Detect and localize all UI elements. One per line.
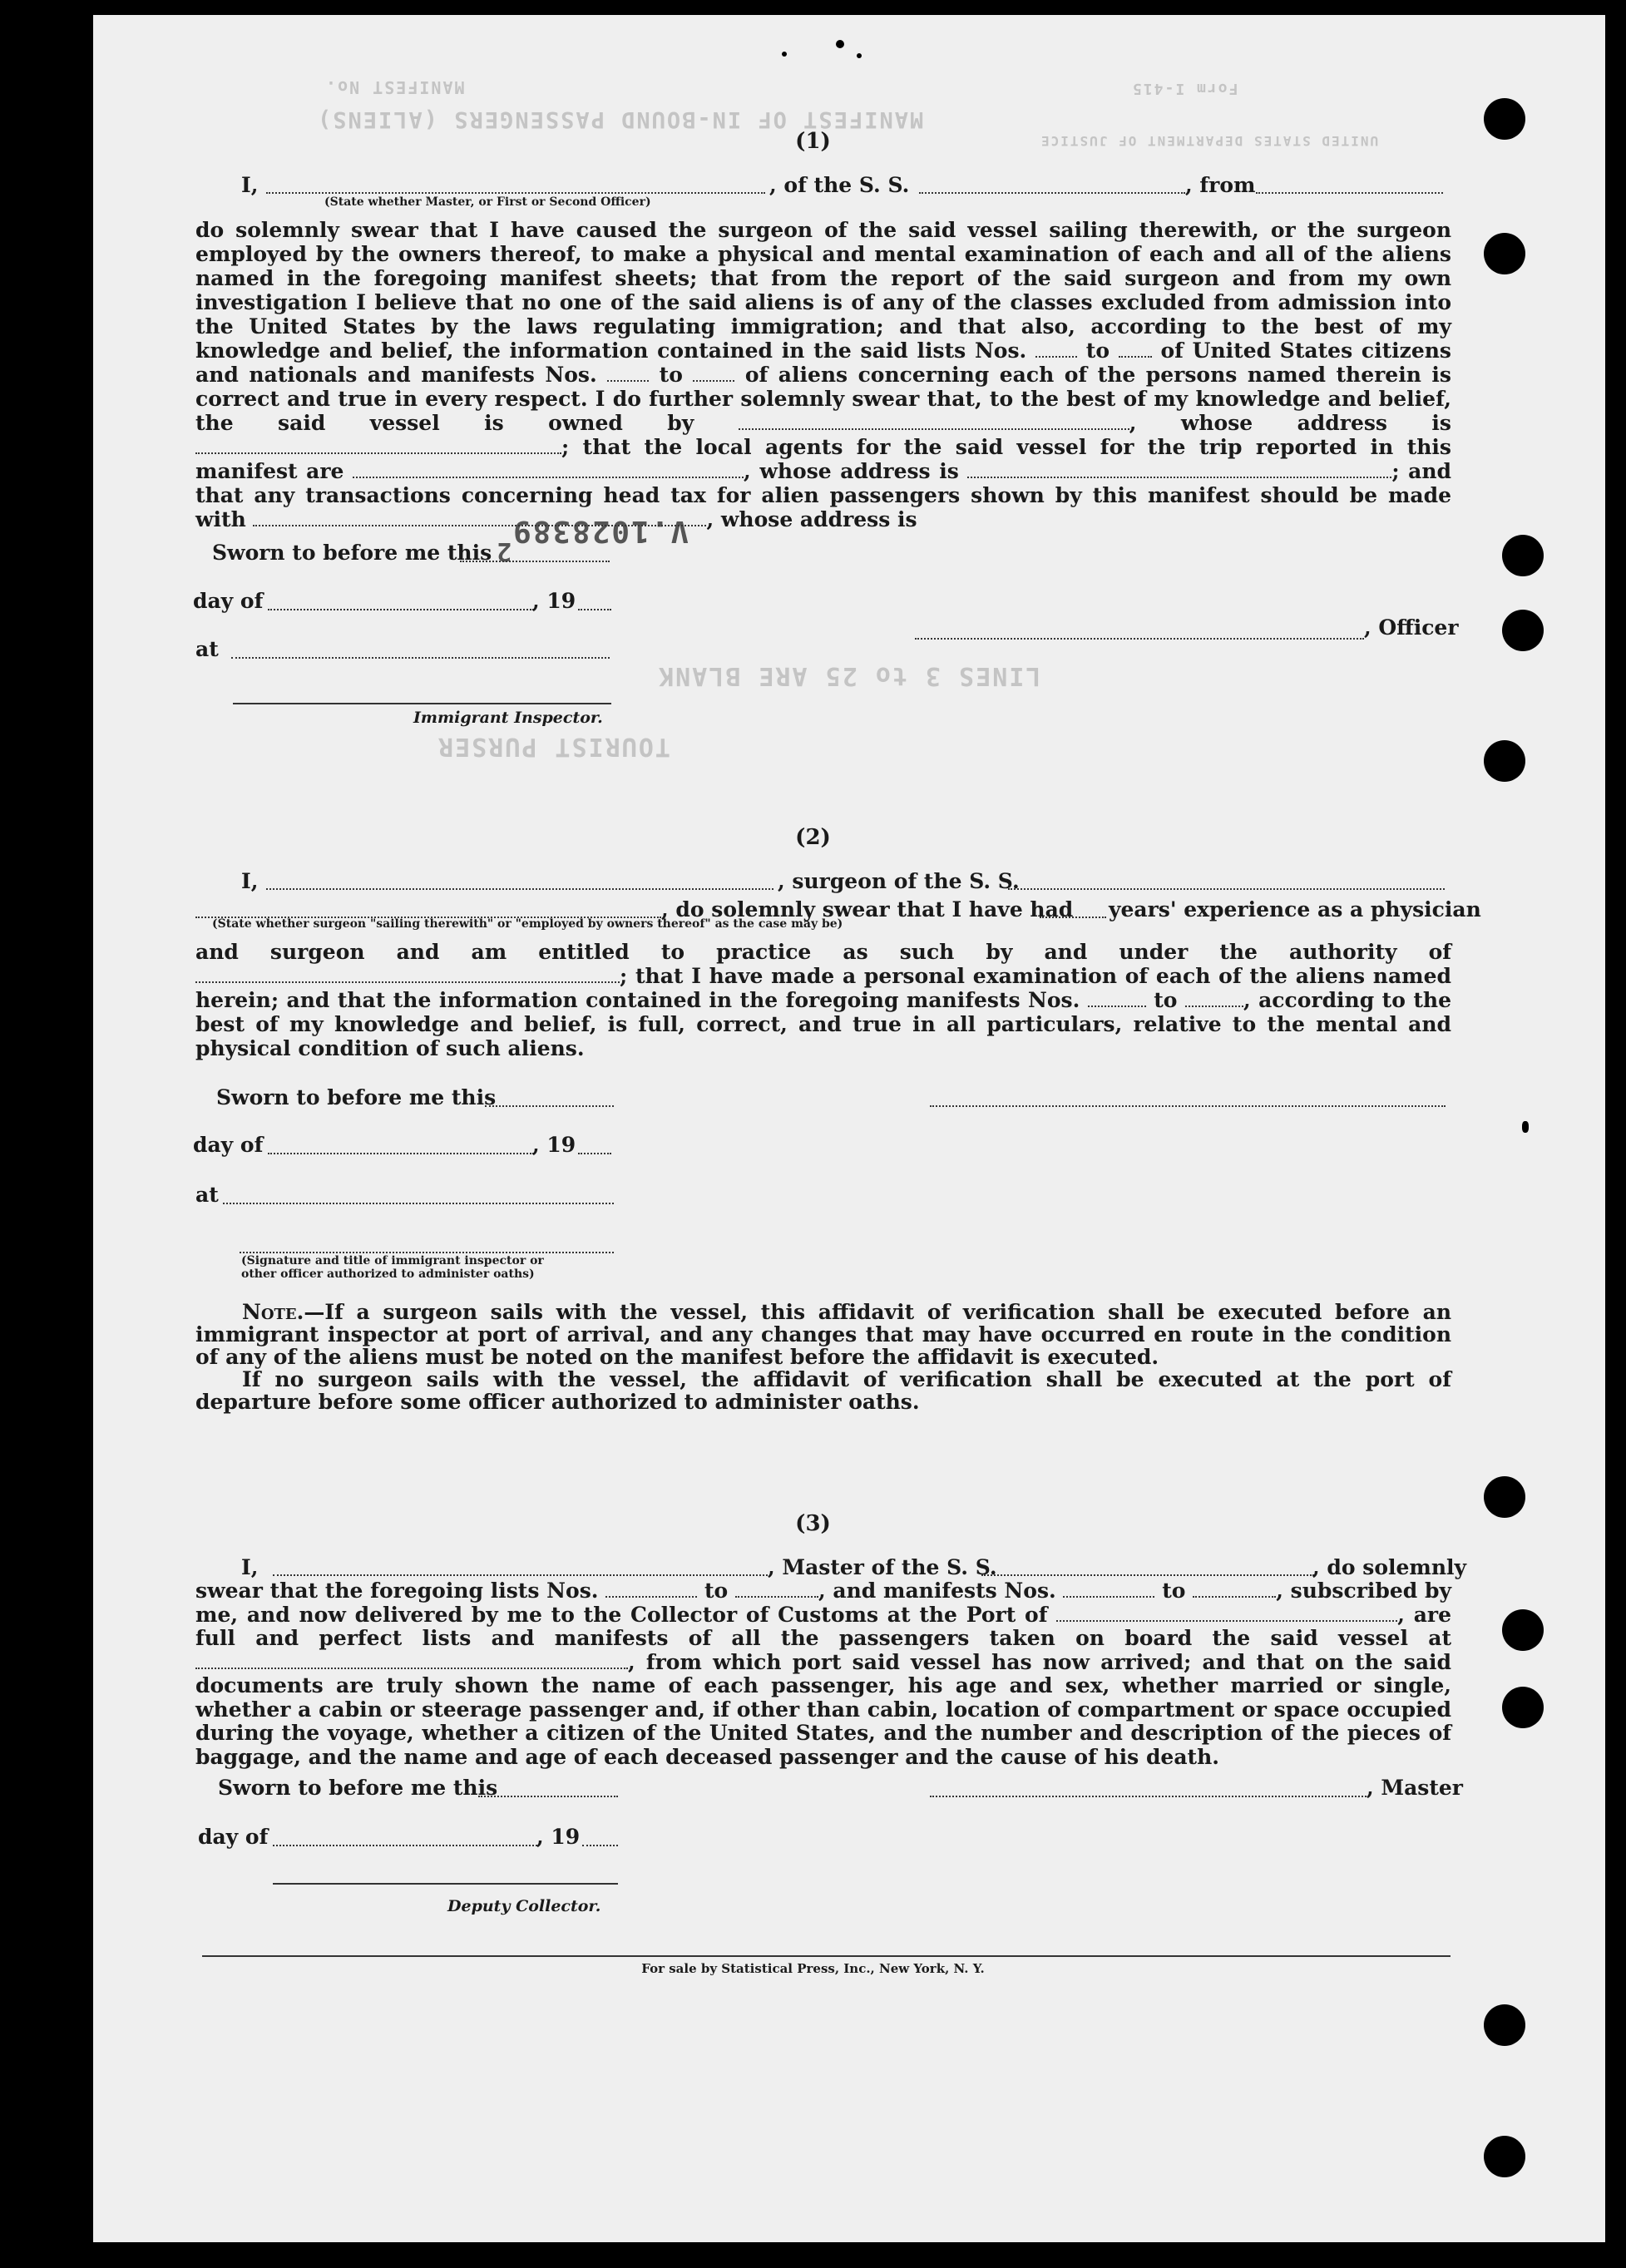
faded-dept: UNITED STATES DEPARTMENT OF JUSTICE — [1040, 133, 1379, 149]
bottom-rule — [202, 1955, 1451, 1957]
inspector-signature-line — [233, 703, 611, 704]
faded-manifest-no: MANIFEST No. — [324, 77, 465, 97]
section-2-day-of: day of — [193, 1133, 264, 1157]
surgeon-signature-field[interactable] — [930, 1090, 1446, 1107]
faded-lines-blank: LINES 3 to 25 ARE BLANK — [657, 661, 1041, 690]
punch-hole — [1484, 740, 1525, 782]
section-3-day-field[interactable] — [273, 1829, 537, 1846]
note-label: Note. — [242, 1300, 304, 1324]
punch-hole — [1484, 233, 1525, 274]
section-3-to-2: to — [1162, 1579, 1186, 1603]
section-1-text-2: of United States citizens and nationals and manifests Nos. — [195, 338, 1451, 387]
section-1-day-of: day of — [193, 589, 264, 613]
section-1-to-1: to — [1085, 338, 1110, 363]
section-3-text-4: , are full and perfect lists and manifests of all the passengers taken on board the said vessel at — [195, 1602, 1451, 1650]
printer-footer: For sale by Statistical Press, Inc., New York, N. Y. — [641, 1961, 985, 1976]
signature-caption-1: (Signature and title of immigrant inspector or — [241, 1254, 544, 1267]
lists-to-field[interactable] — [1119, 340, 1152, 358]
section-1-text-4: that the local agents for the said vessel for the trip reported in this manifest are — [195, 435, 1451, 483]
section-2-at-field[interactable] — [223, 1187, 614, 1204]
section-1-caption: (State whether Master, or First or Second Officer) — [324, 195, 651, 209]
officer-signature-field[interactable] — [915, 622, 1364, 640]
master-signature-field[interactable] — [930, 1780, 1367, 1797]
section-2-i: I, — [241, 869, 259, 893]
ink-speck — [857, 53, 862, 58]
section-1-at: at — [195, 637, 219, 661]
punch-hole — [1502, 535, 1544, 576]
lists-from-field[interactable] — [1035, 340, 1077, 358]
ink-speck — [836, 40, 844, 48]
section-2-year-field[interactable] — [578, 1137, 611, 1154]
section-2-at: at — [195, 1183, 219, 1207]
surgeon-name-field[interactable] — [266, 872, 773, 890]
section-3-text-5: , from which port said vessel has now arrived; and that on the said documents are truly shown the name of each passenger, his age and sex, whether married or single, whether a cabin or steerage passenger and, if other than cabin, location of compartment or space occupied during the voyage, whether a citizen of the United States, and the number and description of the pieces of baggage, and the name and age of each deceased passenger and the cause of his death. — [195, 1649, 1451, 1769]
section-3-swear: , do solemnly — [1312, 1555, 1467, 1579]
section-2-manifest-from-field[interactable] — [1088, 990, 1146, 1007]
officer-name-field[interactable] — [266, 176, 765, 194]
faded-stamp-year: 2 — [495, 536, 512, 566]
section-3-text-2: , and manifests Nos. — [818, 1579, 1056, 1603]
ink-speck — [30, 873, 35, 878]
agents-address-field[interactable] — [967, 461, 1391, 478]
surgeon-type-field[interactable] — [195, 901, 661, 918]
section-1-text-7: , whose address is — [706, 507, 917, 531]
section-2-to: to — [1154, 988, 1178, 1012]
section-2-text-3: , according to the best of my knowledge and belief, is full, correct, and true in all particulars, relative to the mental and physical condition of such aliens. — [195, 988, 1451, 1060]
section-1-text-5: whose address is — [759, 459, 959, 483]
section-1-comma: , — [744, 459, 751, 483]
deputy-signature-line — [273, 1883, 618, 1885]
section-1-number: (1) — [795, 129, 831, 154]
punch-hole — [1502, 610, 1544, 651]
section-1-sworn: Sworn to before me this — [212, 541, 492, 565]
from-port-field[interactable] — [1256, 176, 1443, 194]
vessel-name-field[interactable] — [919, 176, 1185, 194]
section-1-sworn-field[interactable] — [460, 545, 610, 562]
note-text-1: —If a surgeon sails with the vessel, this affidavit of verification shall be executed before an immigrant inspector at port of arrival, and any changes that may have occurred en route in the condition of any of the aliens must be noted on the manifest before the affidavit is executed. — [195, 1300, 1451, 1369]
section-2-swear: , do solemnly swear that I have had — [661, 897, 1074, 922]
section-2-text-1: and surgeon and am entitled to practice as such by and under the authority of — [195, 940, 1451, 964]
section-2-caption: (State whether surgeon "sailing therewith" or "employed by owners thereof" as the case may be) — [212, 917, 843, 931]
section-2-semicolon: ; — [620, 964, 628, 988]
section-1-of-ss: , of the S. S. — [769, 173, 910, 197]
section-3-day-of: day of — [198, 1825, 269, 1849]
section-3-manifests-to-field[interactable] — [1193, 1580, 1276, 1598]
section-1-semicolon: ; — [561, 435, 570, 459]
ink-speck — [1522, 1121, 1529, 1133]
faded-form-no: Form I-415 — [1131, 80, 1238, 97]
section-1-day-field[interactable] — [268, 593, 534, 610]
section-2-year: , 19 — [532, 1133, 576, 1157]
section-3-year-field[interactable] — [582, 1829, 618, 1846]
section-3-number: (3) — [795, 1511, 831, 1536]
section-3-year: , 19 — [536, 1825, 581, 1849]
section-1-to-2: to — [659, 363, 683, 387]
section-2-manifest-to-field[interactable] — [1185, 990, 1243, 1007]
section-1-text-1: do solemnly swear that I have caused the surgeon of the said vessel sailing therewith, or the surgeon employed by the owners thereof, to make a physical and mental examination of each and all of the aliens named in the foregoing manifest sheets; that from the report of the said surgeon and from my own investigation I believe that no one of the said aliens is of any of the classes excluded from admission into the United States by the laws regulating immigration; and that also, according to the best of my knowledge and belief, the information contained in the said lists Nos. — [195, 218, 1451, 363]
officer-label: , Officer — [1364, 615, 1459, 640]
section-2-years: years' experience as a physician — [1109, 897, 1481, 922]
punch-hole — [1502, 1609, 1544, 1651]
section-1-year: , 19 — [532, 589, 576, 613]
owner-address-field[interactable] — [195, 437, 561, 454]
port-field[interactable] — [1056, 1604, 1397, 1622]
boarding-port-field[interactable] — [195, 1652, 628, 1669]
section-2-sworn: Sworn to before me this — [216, 1085, 497, 1109]
section-1-at-field[interactable] — [231, 641, 610, 659]
section-3-vessel-field[interactable] — [981, 1559, 1314, 1576]
punch-hole — [1484, 2136, 1525, 2177]
section-2-number: (2) — [795, 825, 831, 850]
head-tax-field[interactable] — [253, 509, 706, 526]
section-1-text-6: ; and that any transactions concerning head tax for alien passengers shown by this manifest should be made with — [195, 459, 1451, 531]
section-3-master-of: , Master of the S. S. — [768, 1555, 997, 1579]
section-2-surgeon-of: , surgeon of the S. S. — [778, 869, 1020, 893]
master-label: , Master — [1367, 1776, 1463, 1800]
section-3-manifests-from-field[interactable] — [1063, 1580, 1154, 1598]
section-1-i: I, — [241, 173, 259, 197]
note-block — [195, 1301, 1451, 1413]
ink-speck — [782, 52, 787, 57]
section-3-sworn: Sworn to before me this — [218, 1776, 498, 1800]
section-3-body — [195, 1579, 1451, 1769]
punch-hole — [1502, 1687, 1544, 1728]
section-3-text-3: , subscribed by me, and now delivered by me to the Collector of Customs at the Port of — [195, 1579, 1451, 1627]
deputy-collector-label: Deputy Collector. — [447, 1897, 601, 1915]
section-3-i: I, — [241, 1555, 259, 1579]
section-3-lists-from-field[interactable] — [605, 1580, 697, 1598]
section-1-from: , from — [1185, 173, 1256, 197]
faded-tourist-purser: TOURIST PURSER — [437, 732, 670, 761]
signature-caption-2: other officer authorized to administer oaths) — [241, 1267, 535, 1281]
section-3-text-1: swear that the foregoing lists Nos. — [195, 1579, 599, 1603]
years-experience-field[interactable] — [1040, 901, 1106, 918]
faded-stamp: V.1028389 — [512, 514, 689, 548]
section-3-to-1: to — [704, 1579, 729, 1603]
section-3-sworn-field[interactable] — [478, 1780, 618, 1797]
authority-field[interactable] — [195, 966, 620, 983]
owner-field[interactable] — [739, 413, 1129, 430]
section-1-year-field[interactable] — [578, 593, 611, 610]
punch-hole — [1484, 2004, 1525, 2046]
section-3-lists-to-field[interactable] — [735, 1580, 818, 1598]
section-1-owner-address: , whose address is — [1129, 411, 1451, 435]
surgeon-vessel-field[interactable] — [1008, 872, 1445, 890]
immigrant-inspector-label: Immigrant Inspector. — [413, 709, 603, 727]
section-2-body — [195, 940, 1451, 1060]
manifests-to-field[interactable] — [693, 364, 734, 382]
section-1-text-3: of aliens concerning each of the persons named therein is correct and true in every respect. I do further solemnly swear that, to the best of my knowledge and belief, the said vessel is owned by — [195, 363, 1451, 435]
local-agents-field[interactable] — [353, 461, 744, 478]
section-2-sworn-field[interactable] — [485, 1090, 614, 1107]
section-2-day-field[interactable] — [268, 1137, 534, 1154]
section-1-body — [195, 218, 1451, 531]
section-2-text-2: that I have made a personal examination of each of the aliens named herein; and that the information contained in the foregoing manifests Nos. — [195, 964, 1451, 1012]
master-name-field[interactable] — [273, 1559, 768, 1576]
faded-title: MANIFEST OF IN-BOUND PASSENGERS (ALIENS) — [316, 106, 924, 132]
note-text-2: If no surgeon sails with the vessel, the affidavit of verification shall be executed at the port of departure before some officer authorized to administer oaths. — [195, 1367, 1451, 1414]
manifests-from-field[interactable] — [607, 364, 649, 382]
section-2-signature-field[interactable] — [240, 1236, 614, 1253]
